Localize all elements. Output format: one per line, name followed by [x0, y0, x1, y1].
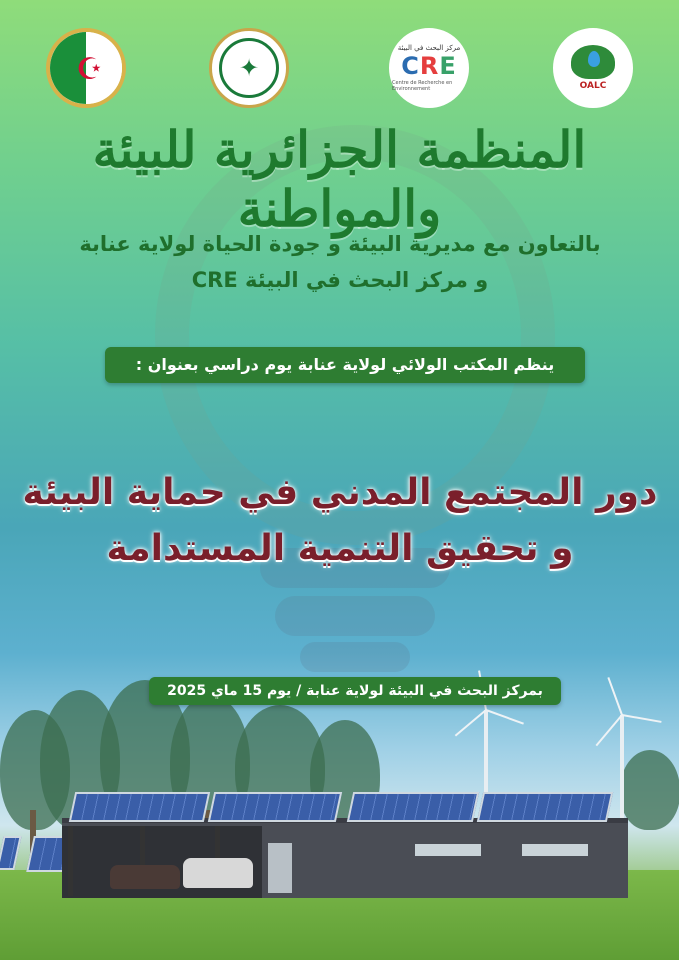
cre-logo-bottom-text: Centre de Recherche en Environnement — [392, 80, 453, 92]
cooperation-line-1: بالتعاون مع مديرية البيئة و جودة الحياة لولاية عنابة — [79, 232, 601, 256]
organization-title: المنظمة الجزائرية للبيئة والمواطنة — [92, 120, 587, 238]
event-headline-line-2: و تحقيق التنمية المستدامة — [106, 528, 574, 569]
car-icon — [183, 858, 253, 888]
cre-logo-top-text: مركز البحث في البيئة — [397, 44, 461, 52]
solar-panel-icon — [477, 792, 613, 822]
lightbulb-base-bar — [275, 596, 435, 636]
lightbulb-base-bar — [300, 642, 410, 672]
venue-date-banner: بمركز البحث في البيئة لولاية عنابة / يوم 15 ماي 2025 — [149, 677, 561, 705]
cooperation-line-2: و مركز البحث في البيئة CRE — [191, 268, 489, 292]
building-door — [268, 843, 292, 893]
map-drop-icon — [571, 45, 615, 79]
cre-logo — [389, 28, 469, 108]
solar-panel-icon — [69, 792, 210, 822]
car-icon — [110, 865, 180, 889]
ministry-seal-logo — [209, 28, 289, 108]
algeria-flag-logo — [46, 28, 126, 108]
emblem-icon: ✦ — [219, 38, 279, 98]
event-headline-line-1: دور المجتمع المدني في حماية البيئة — [22, 472, 658, 513]
oalc-logo — [553, 28, 633, 108]
oalc-logo-text: OALC — [579, 81, 607, 91]
solar-panel-icon — [347, 792, 479, 822]
organizer-banner: ينظم المكتب الولائي لولاية عنابة يوم دراسي بعنوان : — [105, 347, 585, 383]
solar-panel-icon — [208, 792, 342, 822]
cre-logo-mark: CRE — [401, 52, 457, 80]
crescent-star-icon: ☪ — [76, 52, 103, 87]
